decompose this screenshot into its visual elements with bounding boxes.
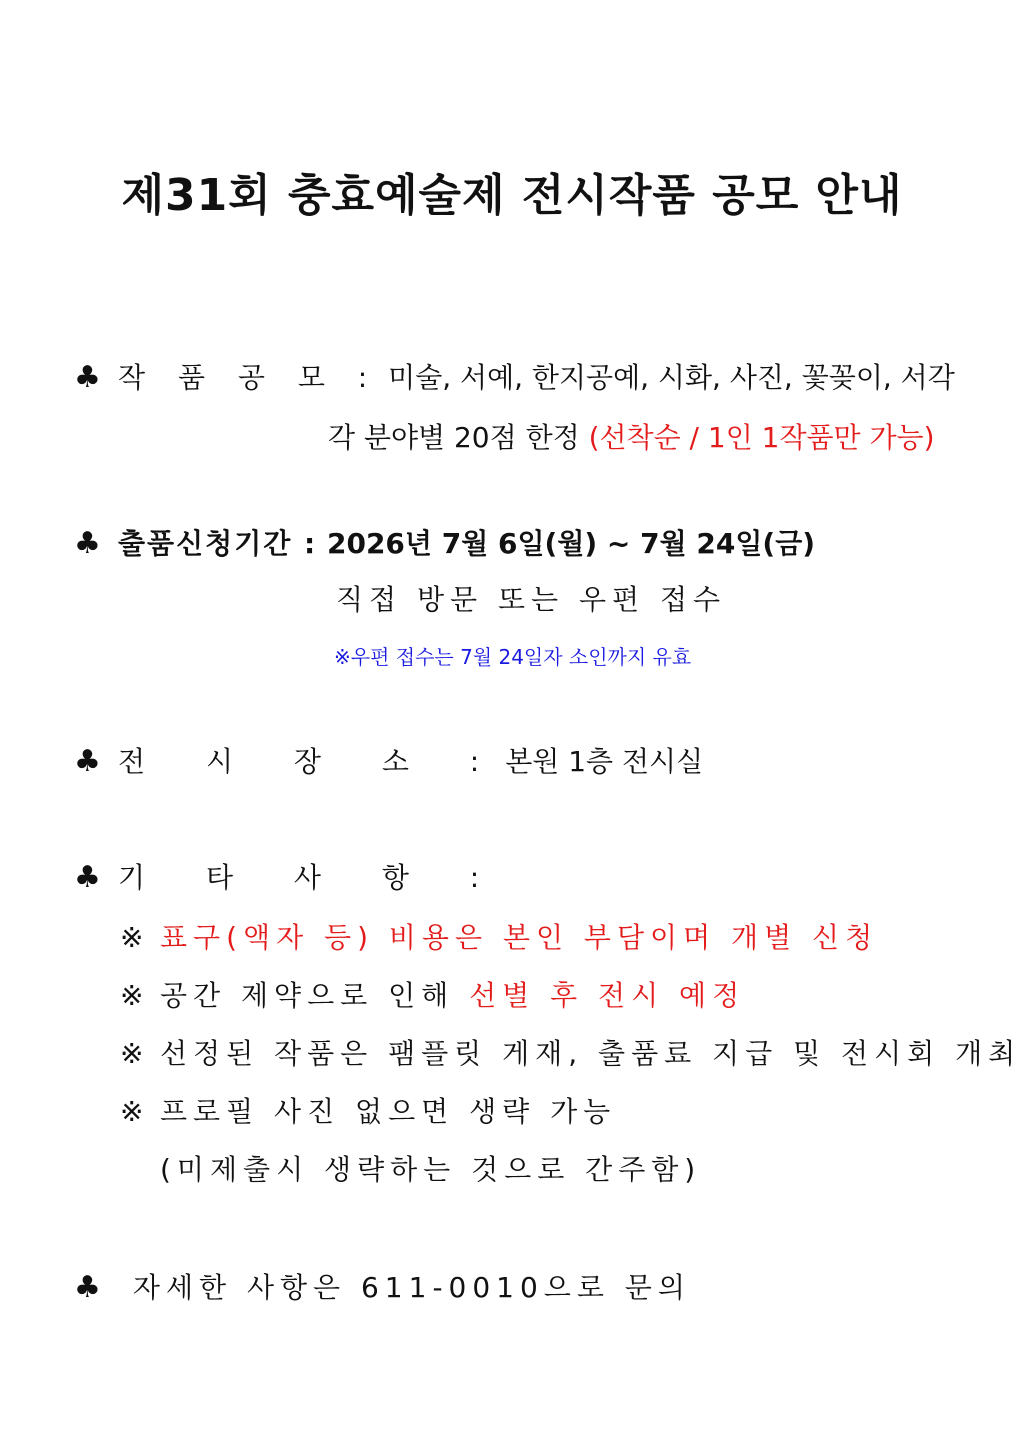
call-limit-text: 각 분야별 20점 한정 [328, 421, 580, 454]
misc-item-2-highlight: 선별 후 전시 예정 [469, 979, 746, 1012]
venue-line [74, 742, 703, 782]
club-bullet-icon: ♣ [74, 360, 101, 395]
club-bullet-icon: ♣ [74, 860, 101, 895]
call-limit-line [328, 418, 935, 458]
reference-mark-icon: ※ [120, 921, 150, 954]
reference-mark-icon: ※ [120, 979, 150, 1012]
misc-item-4-text: 프로필 사진 없으면 생략 가능 [160, 1095, 617, 1128]
document-title: 제31회 충효예술제 전시작품 공모 안내 [121, 170, 903, 221]
misc-item-3 [120, 1034, 1021, 1074]
misc-item-3-text: 선정된 작품은 팸플릿 게재, 출품료 지급 및 전시회 개최 [160, 1037, 1022, 1070]
call-fields: 미술, 서예, 한지공예, 시화, 사진, 꽃꽂이, 서각 [388, 361, 955, 394]
misc-item-1 [120, 918, 878, 958]
misc-line [74, 858, 505, 898]
period-dates: 2026년 7월 6일(월) ~ 7월 24일(금) [326, 527, 816, 560]
period-method: 직접 방문 또는 우편 접수 [336, 583, 727, 616]
venue-label: 전 시 장 소 : [118, 745, 506, 778]
call-limit-note: (선착순 / 1인 1작품만 가능) [588, 421, 935, 454]
misc-item-4 [120, 1092, 616, 1132]
call-label: 작 품 공 모 : [118, 361, 380, 394]
period-line [74, 524, 815, 564]
misc-item-2-prefix: 공간 제약으로 인해 [160, 979, 455, 1012]
misc-item-2 [120, 976, 745, 1016]
contact-text: 자세한 사항은 611-0010으로 문의 [132, 1271, 691, 1304]
misc-label: 기 타 사 항 : [118, 861, 506, 894]
period-label: 출품신청기간 : [118, 527, 318, 560]
reference-mark-icon: ※ [120, 1095, 150, 1128]
club-bullet-icon: ♣ [74, 526, 101, 561]
club-bullet-icon: ♣ [74, 1270, 101, 1305]
call-line [74, 358, 955, 398]
misc-item-4-sub: (미제출시 생략하는 것으로 간주함) [160, 1153, 702, 1186]
contact-line [74, 1268, 691, 1308]
postal-note: ※우편 접수는 7월 24일자 소인까지 유효 [334, 645, 692, 669]
venue-place: 본원 1층 전시실 [505, 745, 704, 778]
reference-mark-icon: ※ [120, 1037, 150, 1070]
misc-item-1-text: 표구(액자 등) 비용은 본인 부담이며 개별 신청 [160, 921, 879, 954]
club-bullet-icon: ♣ [74, 744, 101, 779]
